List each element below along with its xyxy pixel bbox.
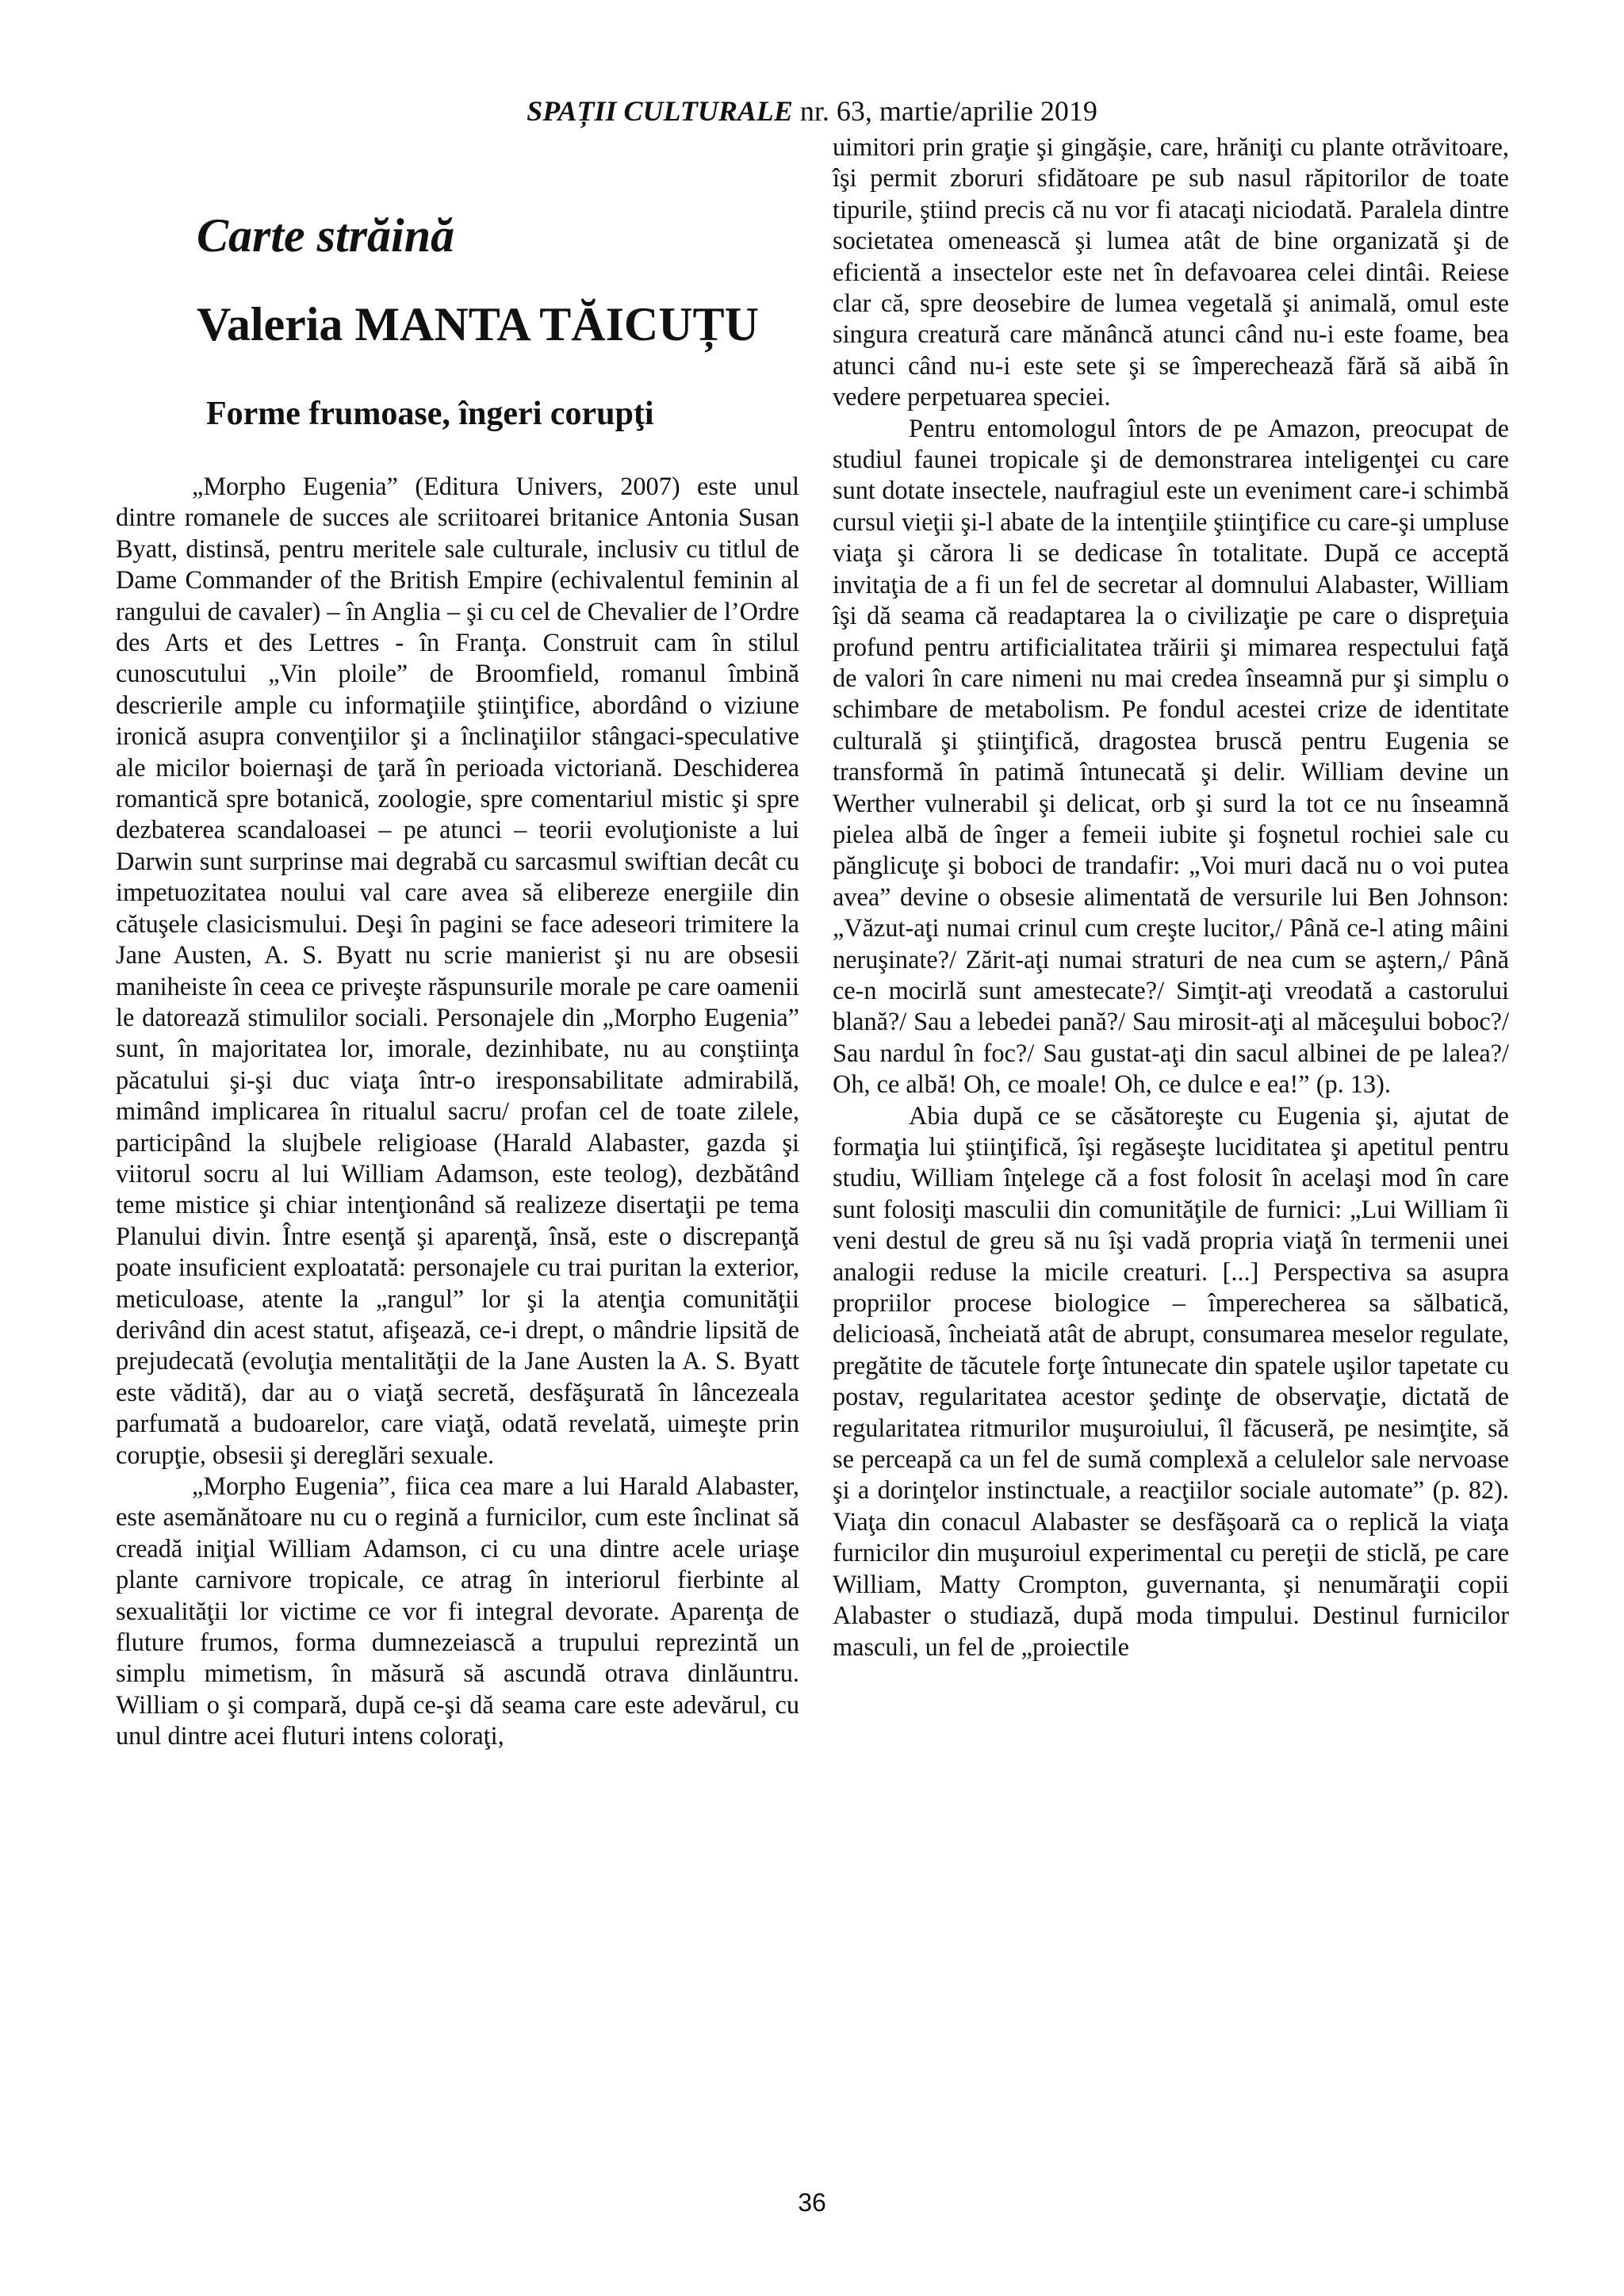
journal-name: SPAȚII CULTURALE <box>527 95 793 127</box>
paragraph: Pentru entomologul întors de pe Amazon, preocupat de studiul faunei tropicale şi de demonstrarea inteligenţei cu care sunt dotate insectele, naufragiul este un eveniment care-i schimbă cursul vieţii şi-l abate de la intenţiile ştiinţifice cu care-şi umpluse viaţa şi cărora li se dedicase în totalitate. După ce acceptă invitaţia de a fi un fel de secretar al domnului Alabaster, William îşi dă seama că readaptarea la o civilizaţie pe care o dispreţuia profund pentru artificialitatea trăirii şi mimarea respectului faţă de valori în care nimeni nu mai credea înseamnă pur şi simplu o schimbare de metabolism. Pe fondul acestei crize de identitate culturală şi ştiinţifică, dragostea bruscă pentru Eugenia se transformă în patimă întunecată şi delir. William devine un Werther vulnerabil şi delicat, orb şi surd la tot ce nu înseamnă pielea albă de înger a femeii iubite şi foşnetul rochiei sale cu pănglicuţe şi boboci de trandafir: „Voi muri dacă nu o voi putea avea” devine o obsesie alimentată de versurile lui Ben Johnson: „Văzut-aţi numai crinul cum creşte lucitor,/ Până ce-l ating mâini neruşinate?/ Zărit-aţi numai straturi de nea cum se aştern,/ Până ce-n mocirlă sunt amestecate?/ Simţit-aţi vreodată a castorului blană?/ Sau a lebedei pană?/ Sau mirosit-aţi al măceşului boboc?/ Sau nardul în foc?/ Sau gustat-aţi din sacul albinei de pe lalea?/ Oh, ce albă! Oh, ce moale! Oh, ce dulce e ea!” (p. 13). <box>833 413 1509 1099</box>
left-column <box>116 471 799 1752</box>
issue-info: nr. 63, martie/aprilie 2019 <box>792 95 1097 127</box>
section-title: Carte străină <box>197 209 455 262</box>
paragraph: Abia după ce se căsătoreşte cu Eugenia şi, ajutat de formaţia lui ştiinţifică, îşi regăseşte luciditatea şi apetitul pentru studiu, William înţelege că a fost folosit în acelaşi mod în care sunt folosiţi masculii din comunităţile de furnici: „Lui William îi veni destul de greu să nu îşi vadă propria viaţă în termenii unei analogii reduse la micile creaturi. [...] Perspectiva sa asupra propriilor procese biologice – împerecherea sa sălbatică, delicioasă, încheiată atât de abrupt, consumarea meselor regulate, pregătite de tăcutele forţe întunecate din spatele uşilor tapetate cu postav, regularitatea acestor şedinţe de observaţie, dictată de regularitatea ritmurilor muşuroiului, îl făcuseră, pe nesimţite, să se perceapă ca un fel de sumă complexă a celulelor sale nervoase şi a dorinţelor instinctuale, a reacţiilor sociale automate” (p. 82). Viaţa din conacul Alabaster se desfăşoară ca o replică la viaţa furnicilor din muşuroiul experimental cu pereţii de sticlă, pe care William, Matty Crompton, guvernanta, şi nenumăraţii copii Alabaster o studiază, după moda timpului. Destinul furnicilor masculi, un fel de „proiectile <box>833 1100 1509 1661</box>
author-name: Valeria MANTA TĂICUȚU <box>197 298 759 350</box>
paragraph: „Morpho Eugenia”, fiica cea mare a lui Harald Alabaster, este asemănătoare nu cu o regină a furnicilor, cum este înclinat să creadă iniţial William Adamson, ci cu una dintre acele uriaşe plante carnivore tropicale, ce atrag în interiorul fierbinte al sexualităţii lor victime ce vor fi integral devorate. Aparenţa de fluture frumos, forma dumnezeiască a trupului reprezintă un simplu mimetism, în măsură să ascundă otrava dinlăuntru. William o şi compară, după ce-şi dă seama care este adevărul, cu unul dintre acei fluturi intens coloraţi, <box>116 1471 799 1751</box>
right-column <box>833 132 1509 1663</box>
paragraph: „Morpho Eugenia” (Editura Univers, 2007) este unul dintre romanele de succes ale scriitoarei britanice Antonia Susan Byatt, distinsă, pentru meritele sale culturale, inclusiv cu titlul de Dame Commander of the British Empire (echivalentul feminin al rangului de cavaler) – în Anglia – şi cu cel de Chevalier de l’Ordre des Arts et des Lettres - în Franţa. Construit cam în stilul cunoscutului „Vin ploile” de Broomfield, romanul îmbină descrierile ample cu informaţiile ştiinţifice, abordând o viziune ironică asupra convenţiilor şi a înclinaţiilor stângaci-speculative ale micilor boiernaşi de ţară în perioada victoriană. Deschiderea romantică spre botanică, zoologie, spre comentariul mistic şi spre dezbaterea scandaloasei – pe atunci – teorii evoluţioniste a lui Darwin sunt surprinse mai degrabă cu sarcasmul swiftian decât cu impetuozitatea noului val care avea să elibereze energiile din cătuşele clasicismului. Deşi în pagini se face adeseori trimitere la Jane Austen, A. S. Byatt nu scrie manierist şi nu are obsesii maniheiste în ceea ce priveşte răspunsurile morale pe care oamenii le datorează stimulilor sociali. Personajele din „Morpho Eugenia” sunt, în majoritatea lor, imorale, dezinhibate, nu au conştiinţa păcatului şi-şi duc viaţa într-o iresponsabilitate admirabilă, mimând implicarea în ritualul sacru/ profan cel de toate zilele, participând la slujbele religioase (Harald Alabaster, gazda şi viitorul socru al lui William Adamson, este teolog), dezbătând teme mistice şi chiar intenţionând să realizeze disertaţii pe tema Planului divin. Între esenţă şi aparenţă, însă, este o discrepanţă poate insuficient exploatată: personajele cu trai puritan la exterior, meticuloase, atente la „rangul” lor şi la atenţia comunităţii derivând din acest statut, afişează, ce-i drept, o mândrie lipsită de prejudecată (evoluţia mentalităţii de la Jane Austen la A. S. Byatt este vădită), dar au o viaţă secretă, desfăşurată în lâncezeala parfumată a budoarelor, care viaţă, odată revelată, uimeşte prin corupţie, obsesii şi dereglări sexuale. <box>116 472 799 1469</box>
page-number: 36 <box>798 2188 826 2217</box>
paragraph: uimitori prin graţie şi gingăşie, care, hrăniţi cu plante otrăvitoare, îşi permit zboruri sfidătoare pe sub nasul răpitorilor de toate tipurile, ştiind precis că nu vor fi atacaţi niciodată. Paralela dintre societatea omenească şi lumea atât de bine organizată şi de eficientă a insectelor este net în defavoarea celei dintâi. Reiese clar că, spre deosebire de lumea vegetală şi animală, omul este singura creatură care mănâncă atunci când nu-i este foame, bea atunci când nu-i este sete şi se împerechează fără să aibă în vedere perpetuarea speciei. <box>833 132 1509 411</box>
running-header <box>0 94 1624 128</box>
article-title: Forme frumoase, îngeri corupţi <box>206 396 654 432</box>
